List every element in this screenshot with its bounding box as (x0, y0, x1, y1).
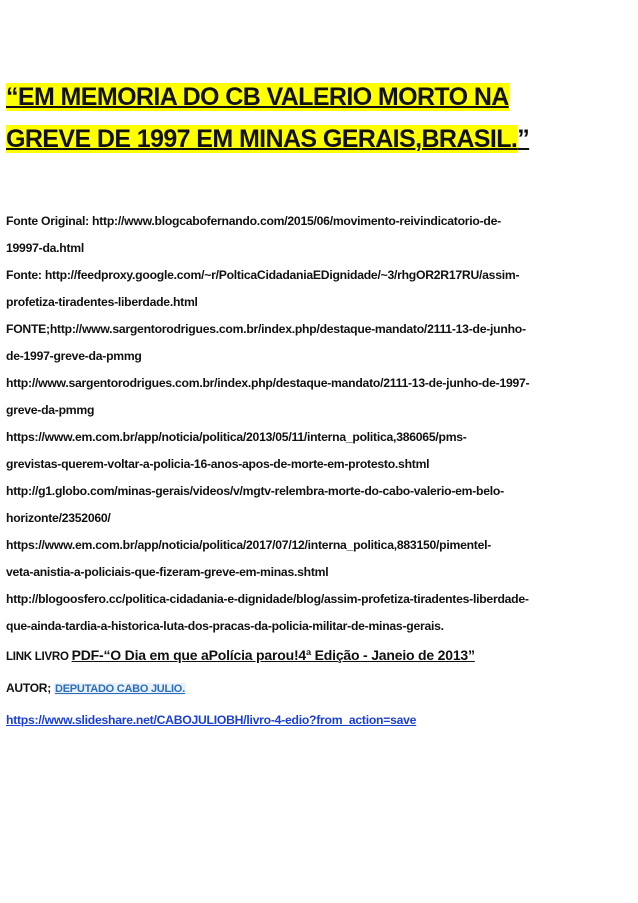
source-line: de-1997-greve-da-pmmg (6, 349, 142, 363)
source-line: https://www.em.com.br/app/noticia/politica/2013/05/11/interna_politica,386065/pms- (6, 430, 467, 444)
title-line-1: “EM MEMORIA DO CB VALERIO MORTO NA (6, 83, 509, 111)
source-line: Fonte Original: http://www.blogcabofernando.com/2015/06/movimento-reivindicatorio-de- (6, 214, 501, 228)
source-item (6, 208, 628, 262)
source-line: que-ainda-tardia-a-historica-luta-dos-pracas-da-policia-militar-de-minas-gerais. (6, 619, 444, 633)
livro-link-row (6, 642, 628, 671)
source-line: greve-da-pmmg (6, 403, 95, 417)
source-line: profetiza-tiradentes-liberdade.html (6, 295, 198, 309)
source-item (6, 370, 628, 424)
source-item (6, 532, 628, 586)
autor-row (6, 675, 628, 703)
source-item (6, 424, 628, 478)
source-item (6, 316, 628, 370)
source-line: http://blogoosfero.cc/politica-cidadania-e-dignidade/blog/assim-profetiza-tiradentes-liberdade- (6, 592, 529, 606)
source-line: http://g1.globo.com/minas-gerais/videos/v/mgtv-relembra-morte-do-cabo-valerio-em-belo- (6, 484, 504, 498)
source-list (6, 208, 628, 734)
source-line: 19997-da.html (6, 241, 85, 255)
source-line: veta-anistia-a-policiais-que-fizeram-greve-em-minas.shtml (6, 565, 329, 579)
autor-label: AUTOR; (6, 681, 55, 695)
source-line: horizonte/2352060/ (6, 511, 111, 525)
livro-label: LINK LIVRO (6, 651, 72, 663)
document-title (6, 76, 606, 160)
livro-title: PDF-“O Dia em que aPolícia parou!4ª Edição - Janeio de 2013” (71, 647, 475, 663)
autor-name-link[interactable]: DEPUTADO CABO JULIO. (55, 683, 185, 695)
source-line: grevistas-querem-voltar-a-policia-16-anos-apos-de-morte-em-protesto.shtml (6, 457, 430, 471)
source-line: https://www.em.com.br/app/noticia/politica/2017/07/12/interna_politica,883150/pimentel- (6, 538, 492, 552)
source-item (6, 262, 628, 316)
source-line: http://www.sargentorodrigues.com.br/index.php/destaque-mandato/2111-13-de-junho-de-1997- (6, 376, 530, 390)
title-closing-quote: ” (517, 125, 530, 153)
source-line: FONTE;http://www.sargentorodrigues.com.br/index.php/destaque-mandato/2111-13-de-junho- (6, 322, 526, 336)
title-line-2: GREVE DE 1997 EM MINAS GERAIS,BRASIL. (6, 125, 518, 153)
slideshare-link[interactable]: https://www.slideshare.net/CABOJULIOBH/livro-4-edio?from_action=save (6, 713, 417, 727)
source-line: Fonte: http://feedproxy.google.com/~r/PolticaCidadaniaEDignidade/~3/rhgOR2R17RU/assim- (6, 268, 520, 282)
source-item (6, 478, 628, 532)
source-item (6, 586, 628, 640)
